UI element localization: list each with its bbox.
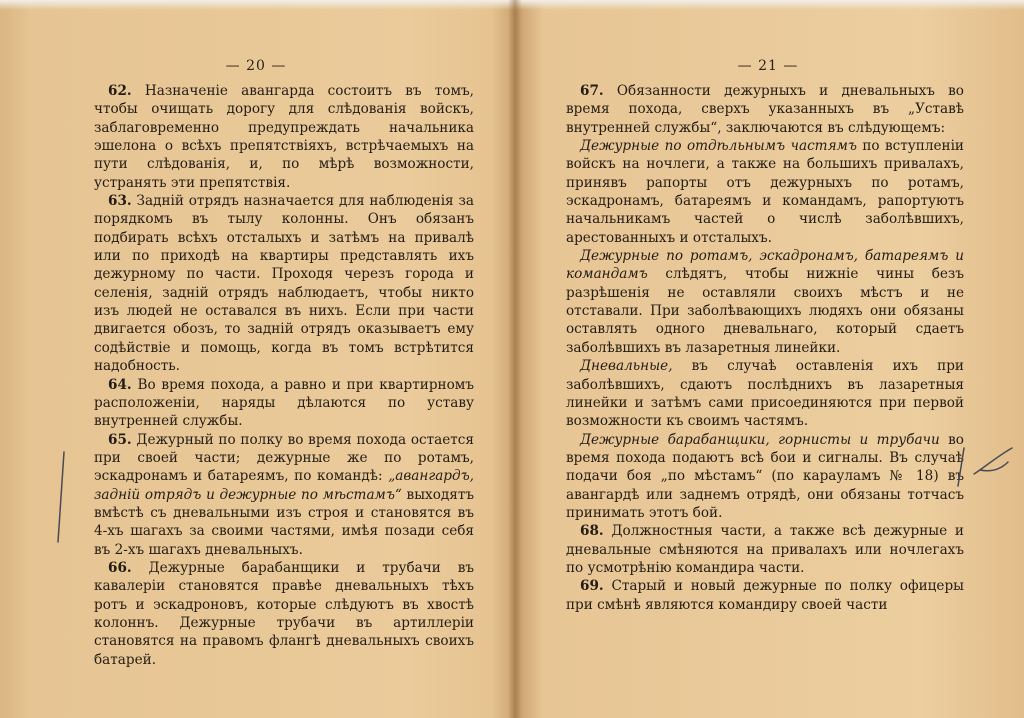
pencil-margin-mark (52, 448, 72, 548)
page-text (94, 82, 474, 669)
paragraph-drummers: Дежурные барабанщики, горнисты и трубачи во время похода подаютъ всѣ бои и сигналы. Въ случаѣ подачи боя „по мѣстамъ“ (по карауламъ № 18) въ авангардѣ или заднемъ отрядѣ, они обязаны тотчасъ принимать этотъ бой. (566, 431, 964, 521)
paragraph-69: 69. Старый и новый дежурные по полку офицеры при смѣнѣ являются командиру своей части (566, 578, 964, 613)
paragraph-orderlies: Дневальные, въ случаѣ оставленія ихъ при заболѣвшихъ, сдаютъ послѣднихъ въ лазаретныя линейки и затѣмъ сами присоединяются при первой возможности къ своимъ частямъ. (566, 358, 964, 430)
paragraph-duty-units: Дежурные по отдѣльнымъ частямъ по вступленіи войскъ на ночлеги, а также на большихъ привалахъ, принявъ рапорты отъ дежурныхъ по ротамъ, эскадронамъ, батареямъ и командамъ, рапортуютъ начальникамъ частей о числѣ заболѣвшихъ, арестованныхъ и отсталыхъ. (566, 138, 964, 246)
paragraph-62: 62. Назначеніе авангарда состоитъ въ томъ, чтобы очищать дорогу для слѣдованія войскъ, заблаговременно предупреждать начальника эшелона о всѣхъ препятствіяхъ, встрѣчаемыхъ на пути слѣдованія, и, по мѣрѣ возможности, устранять эти препятствія. (94, 83, 474, 191)
paragraph-64: 64. Во время похода, а равно и при квартирномъ расположеніи, наряды дѣлаются по уставу внутренней службы. (94, 376, 474, 430)
paragraph-63: 63. Задній отрядъ назначается для наблюденія за порядкомъ въ тылу колонны. Онъ обязанъ подбирать всѣхъ отсталыхъ и затѣмъ на привалѣ или по приходѣ на квартиры представлять ихъ дежурному по части. Проходя черезъ города и селенія, задній отрядъ наблюдаетъ, чтобы никто изъ людей не оставался въ нихъ. Если при части двигается обозъ, то задній отрядъ оказываетъ ему содѣйствіе и помощь, когда въ томъ встрѣтится надобность. (94, 193, 474, 375)
paragraph-67: 67. Обязанности дежурныхъ и дневальныхъ во время похода, сверхъ указанныхъ въ „Уставѣ внутренней службы“, заключаются въ слѣдующемъ: (566, 83, 964, 136)
paragraph-65: 65. Дежурный по полку во время похода остается при своей части; дежурные же по ротамъ, эскадронамъ и батареямъ, по командѣ: „авангардъ, задній отрядъ и дежурные по мѣстамъ“ выходятъ вмѣстѣ съ дневальными изъ строя и становятся въ 4-хъ шагахъ за своими частями, имѣя позади себя въ 2-хъ шагахъ дневальныхъ. (94, 431, 474, 558)
page-number: — 20 — (225, 58, 287, 74)
paragraph-66: 66. Дежурные барабанщики и трубачи въ кавалеріи становятся правѣе дневальныхъ тѣхъ ротъ и эскадроновъ, которые слѣдуютъ въ хвостѣ колоннъ. Дежурные трубачи въ артиллеріи становятся на правомъ флангѣ дневальныхъ своихъ батарей. (94, 559, 474, 668)
pencil-margin-mark (954, 440, 1024, 490)
page-text (566, 82, 964, 614)
paragraph-68: 68. Должностныя части, а также всѣ дежурные и дневальные смѣняются на привалахъ или ночлегахъ по усмотрѣнію командира части. (566, 523, 964, 576)
right-page (512, 0, 1024, 718)
page-number: — 21 — (737, 58, 799, 74)
paragraph-duty-companies: Дежурные по ротамъ, эскадронамъ, батареямъ и командамъ слѣдятъ, чтобы нижніе чины безъ разрѣшенія не оставляли своихъ мѣстъ и не отставали. При заболѣвающихъ людяхъ они обязаны оставлять одного дневальнаго, который сдаетъ заболѣвшихъ въ лазаретныя линейки. (566, 248, 964, 356)
